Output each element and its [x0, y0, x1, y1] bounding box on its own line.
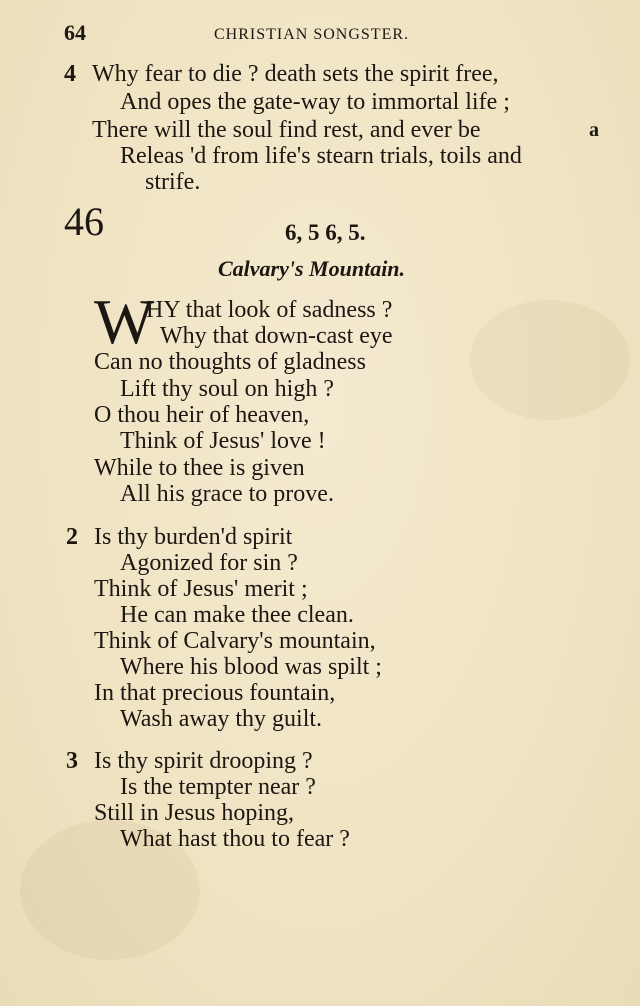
verse-number: 4	[64, 61, 76, 87]
verse-line: Is the tempter near ?	[120, 774, 316, 800]
verse-line: And opes the gate-way to immortal life ;	[120, 89, 510, 115]
verse-line: Think of Jesus' merit ;	[94, 576, 308, 602]
hymn-meter: 6, 5 6, 5.	[285, 220, 366, 245]
verse-line: Still in Jesus hoping,	[94, 800, 295, 826]
verse-line: Agonized for sin ?	[120, 550, 298, 576]
verse-line: While to thee is given	[94, 455, 305, 481]
verse-line: Lift thy soul on high ?	[120, 376, 334, 402]
verse-line: Think of Calvary's mountain,	[94, 628, 376, 654]
running-head: CHRISTIAN SONGSTER.	[214, 26, 410, 43]
verse-line: Why fear to die ? death sets the spirit free,	[92, 61, 499, 87]
verse-line: Releas 'd from life's stearn trials, toils and	[120, 143, 522, 169]
verse-line: Think of Jesus' love !	[120, 428, 326, 454]
verse-line: Is thy spirit drooping ?	[94, 748, 313, 774]
verse-line: HY that look of sadness ?	[146, 297, 393, 323]
verse-line: Is thy burden'd spirit	[94, 524, 293, 550]
verse-line: There will the soul find rest, and ever be	[92, 117, 481, 143]
tune-title: Calvary's Mountain.	[218, 256, 406, 281]
verse-number: 2	[66, 524, 78, 550]
verse-line: Why that down-cast eye	[160, 323, 393, 349]
verse-line: All his grace to prove.	[120, 481, 334, 507]
verse-line: In that precious fountain,	[94, 680, 336, 706]
verse-number: 3	[66, 748, 78, 774]
hymn-number: 46	[64, 199, 104, 244]
paper-stain	[470, 300, 630, 420]
verse-line: O thou heir of heaven,	[94, 402, 310, 428]
verse-line: What hast thou to fear ?	[120, 826, 350, 852]
page-header	[64, 20, 614, 52]
verse-line: Wash away thy guilt.	[120, 706, 323, 732]
margin-mark: a	[589, 119, 599, 141]
verse-line: strife.	[145, 169, 201, 195]
verse-line: Can no thoughts of gladness	[94, 349, 366, 375]
drop-cap: W	[94, 286, 155, 357]
verse-line: Where his blood was spilt ;	[120, 654, 382, 680]
page-number: 64	[64, 20, 86, 45]
verse-line: He can make thee clean.	[120, 602, 354, 628]
